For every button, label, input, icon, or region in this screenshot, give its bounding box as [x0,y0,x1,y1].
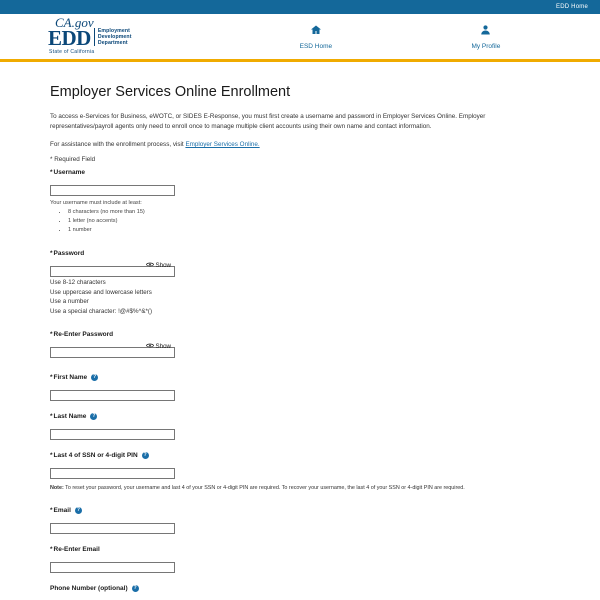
edd-wordmark [94,28,132,47]
last-name-input[interactable] [50,429,175,440]
password-field-group [50,250,550,316]
nav-my-profile-label: My Profile [471,43,501,50]
first-name-label-text: First Name [53,374,88,381]
last4-note-bold: Note: [50,485,64,491]
username-field-group [50,169,550,235]
email-required-star: * [50,507,53,514]
password-show-label: Show [155,262,171,269]
last4-required-star: * [50,452,53,459]
reenter-password-field-group [50,331,550,359]
phone-field-group [50,585,550,600]
last-name-required-star: * [50,413,53,420]
password-rules-list [50,278,550,316]
last4-input[interactable] [50,468,175,479]
edd-subtitle: State of California [49,48,95,55]
last4-label-text: Last 4 of SSN or 4-digit PIN [53,452,138,459]
password-label [50,250,550,257]
first-name-field-group [50,374,550,402]
list-item: • 1 letter (no accents) [68,217,550,226]
header-nav [230,23,600,50]
home-icon [300,23,333,41]
email-label [50,507,550,514]
username-required-star: * [50,169,53,176]
list-item: Use uppercase and lowercase letters [50,288,152,296]
edd-abbrev: EDD [48,25,91,50]
username-label [50,169,550,176]
list-item: Use a special character: !@#$%^&*() [50,307,153,315]
phone-label [50,585,550,592]
last-name-label-text: Last Name [53,413,87,420]
reenter-email-required-star: * [50,546,53,553]
eye-icon [146,262,154,269]
required-field-note: * Required Field [50,156,96,163]
reenter-password-label [50,331,550,338]
reenter-email-label-text: Re-Enter Email [53,546,100,553]
reenter-email-field-group [50,546,550,574]
password-label-text: Password [53,250,85,257]
list-item: Use 8-12 characters [50,279,106,286]
email-field-group [50,507,550,535]
ca-gov-logo: CA.gov [55,15,94,30]
site-header [0,14,600,62]
help-icon[interactable]: ? [143,452,147,458]
nav-my-profile[interactable] [471,23,500,50]
eye-icon [146,343,154,350]
edd-line-1: Employment [97,27,130,34]
first-name-label [50,374,550,381]
edd-line-3: Department [97,39,128,46]
list-item: • 1 number [68,226,550,235]
last4-label [50,452,550,459]
last4-note-text: To reset your password, your username and last 4 of your SSN or 4-digit PIN are required. To recover your username, the last 4 of your SSN or 4-digit PIN are required. [63,485,465,491]
password-show-toggle[interactable] [146,261,171,270]
username-label-text: Username [53,169,85,176]
list-item: Use a number [50,298,89,305]
reenter-password-label-text: Re-Enter Password [53,331,114,338]
page-title: Employer Services Online Enrollment [50,84,291,100]
nav-esd-home[interactable] [300,23,333,50]
help-icon[interactable]: ? [133,585,137,591]
employer-services-online-link[interactable]: Employer Services Online. [185,141,260,148]
brand-logo[interactable] [0,15,230,55]
first-name-input[interactable] [50,390,175,401]
help-icon[interactable]: ? [76,507,80,513]
nav-esd-home-label: ESD Home [299,43,333,50]
username-rules-list [50,208,550,235]
reenter-password-show-toggle[interactable] [146,342,171,351]
username-input[interactable] [50,185,175,196]
intro-paragraph: To access e-Services for Business, eWOTC, or SIDES E-Response, you must first create a username and password in Employer Services Online. Employer representatives/payroll agents only need to enroll once to manage multiple client accounts using their own name and contact information. [50,113,486,130]
help-icon[interactable]: ? [92,413,96,419]
first-name-required-star: * [50,374,53,381]
reenter-password-required-star: * [50,331,53,338]
last-name-field-group [50,413,550,441]
help-icon[interactable]: ? [93,374,97,380]
main-content [0,62,600,600]
edd-home-link[interactable]: EDD Home [556,4,588,10]
last-name-label [50,413,550,420]
email-label-text: Email [53,507,71,514]
edd-line-2: Development [97,33,132,40]
assistance-prefix: For assistance with the enrollment process, visit [50,141,186,148]
reenter-email-label [50,546,550,553]
reenter-email-input[interactable] [50,562,175,573]
user-icon [471,23,500,41]
reenter-password-show-label: Show [155,343,171,350]
email-input[interactable] [50,523,175,534]
assistance-paragraph [50,141,550,148]
phone-label-text: Phone Number (optional) [50,585,128,592]
last4-field-group [50,452,550,492]
password-required-star: * [50,250,53,257]
last4-note [50,484,550,492]
utility-bar [0,0,600,14]
list-item: • 8 characters (no more than 15) [68,208,550,217]
username-hint: Your username must include at least: [50,200,142,206]
